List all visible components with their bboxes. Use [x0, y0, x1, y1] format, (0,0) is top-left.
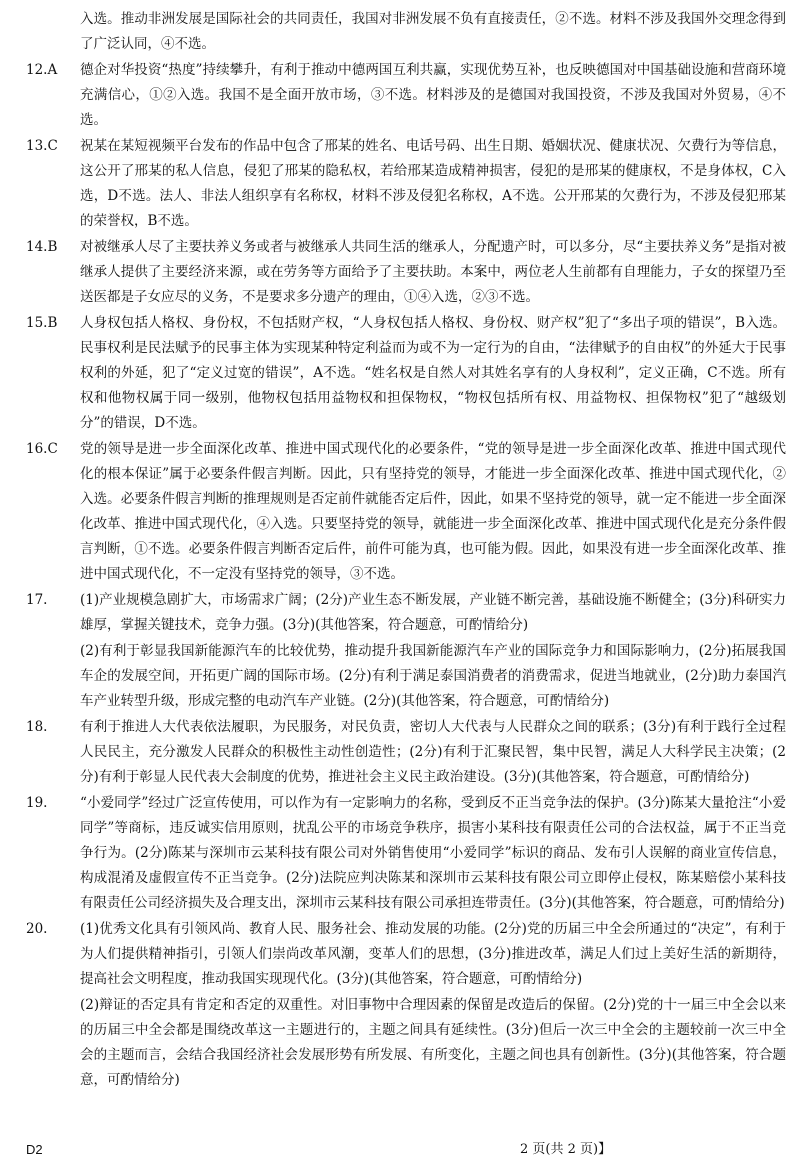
item-number: 13.C: [26, 138, 58, 154]
answer-item: [26, 7, 786, 57]
footer-code: D2: [26, 1142, 43, 1157]
item-number: 15.B: [26, 315, 58, 331]
item-text: 人身权包括人格权、身份权，不包括财产权，“人身权包括人格权、身份权、财产权”犯了“多出子项的错误”，B入选。民事权利是民法赋予的民事主体为实现某种特定利益而为或不为一定行为的自由，“法律赋予的自由权”的外延大于民事权利的外延，犯了“定义过宽的错误”，A不选。“姓名权是自然人对其姓名享有的人身权利”，定义正确，C不选。所有权和他物权属于同一级别，他物权包括用益物权和担保物权，“物权包括所有权、用益物权、担保物权”犯了“越级划分”的错误，D不选。: [80, 315, 786, 431]
item-text: (1)产业规模急剧扩大，市场需求广阔；(2分)产业生态不断发展，产业链不断完善，基础设施不断健全；(3分)科研实力雄厚，掌握关键技术，竞争力强。(3分)(其他答案，符合题意，可酌情给分): [80, 592, 786, 633]
answer-item: [26, 715, 786, 790]
item-number: 14.B: [26, 239, 58, 255]
item-number: 12.A: [26, 62, 58, 78]
item-number: [26, 639, 80, 714]
item-text: 祝某在某短视频平台发布的作品中包含了邢某的姓名、电话号码、出生日期、婚姻状况、健康状况、欠费行为等信息，这公开了邢某的私人信息，侵犯了邢某的隐私权，若给邢某造成精神损害，侵犯的是邢某的健康权，不是身体权，C入选，D不选。法人、非法人组织享有名称权，材料不涉及侵犯名称权，A不选。公开邢某的欠费行为，不涉及侵犯邢某的荣誉权，B不选。: [80, 138, 786, 229]
item-number: 19.: [26, 795, 48, 811]
item-number: 16.C: [26, 441, 58, 457]
answer-item: [26, 588, 786, 638]
answer-item: [26, 993, 786, 1093]
answer-item: [26, 58, 786, 133]
footer-page-number: 2 页(共 2 页)】: [520, 1142, 612, 1157]
answer-item: [26, 311, 786, 436]
answer-item: [26, 791, 786, 916]
item-text: 有利于推进人大代表依法履职，为民服务，对民负责，密切人大代表与人民群众之间的联系；(3分)有利于践行全过程人民民主，充分激发人民群众的积极性主动性创造性；(2分)有利于汇聚民智，集中民智，满足人大科学民主决策；(2分)有利于彰显人民代表大会制度的优势，推进社会主义民主政治建设。(3分)(其他答案，符合题意，可酌情给分): [80, 719, 786, 785]
item-number: 17.: [26, 592, 48, 608]
item-number: [26, 993, 80, 1093]
answer-item: [26, 917, 786, 992]
answer-item: [26, 134, 786, 234]
answer-content: [26, 7, 786, 1094]
answer-item: [26, 437, 786, 587]
answer-item: [26, 639, 786, 714]
item-number: 20.: [26, 921, 48, 937]
item-text: (2)辩证的否定具有肯定和否定的双重性。对旧事物中合理因素的保留是改造后的保留。(2分)党的十一届三中全会以来的历届三中全会都是围绕改革这一主题进行的，主题之间具有延续性。(3分)但后一次三中全会的主题较前一次三中全会的主题而言，会结合我国经济社会发展形势有所发展、有所变化，主题之间也具有创新性。(3分)(其他答案，符合题意，可酌情给分): [80, 997, 786, 1088]
item-text: 党的领导是进一步全面深化改革、推进中国式现代化的必要条件，“党的领导是进一步全面深化改革、推进中国式现代化的根本保证”属于必要条件假言判断。因此，只有坚持党的领导，才能进一步全面深化改革、推进中国式现代化，②入选。必要条件假言判断的推理规则是否定前件就能否定后件，因此，如果不坚持党的领导，就一定不能进一步全面深化改革、推进中国式现代化，④入选。只要坚持党的领导，就能进一步全面深化改革、推进中国式现代化是充分条件假言判断，①不选。必要条件假言判断否定后件，前件可能为真，也可能为假。因此，如果没有进一步全面深化改革、推进中国式现代化，不一定没有坚持党的领导，③不选。: [80, 441, 786, 582]
item-text: “小爱同学”经过广泛宣传使用，可以作为有一定影响力的名称，受到反不正当竞争法的保护。(3分)陈某大量抢注“小爱同学”等商标，违反诚实信用原则，扰乱公平的市场竞争秩序，损害小某科技有限责任公司的合法权益，属于不正当竞争行为。(2分)陈某与深圳市云某科技有限公司对外销售使用“小爱同学”标识的商品、发布引人误解的商业宣传信息，构成混淆及虚假宣传不正当竞争。(2分)法院应判决陈某和深圳市云某科技有限公司立即停止侵权，陈某赔偿小某科技有限责任公司经济损失及合理支出，深圳市云某科技有限公司承担连带责任。(3分)(其他答案，符合题意，可酌情给分): [80, 795, 786, 911]
item-text: 对被继承人尽了主要扶养义务或者与被继承人共同生活的继承人，分配遗产时，可以多分，尽“主要扶养义务”是指对被继承人提供了主要经济来源，或在劳务等方面给予了主要扶助。本案中，两位老人生前都有自理能力，子女的探望乃至送医都是子女应尽的义务，不是要求多分遗产的理由，①④入选，②③不选。: [80, 239, 786, 305]
answer-item: [26, 235, 786, 310]
item-text: (2)有利于彰显我国新能源汽车的比较优势，推动提升我国新能源汽车产业的国际竞争力和国际影响力，(2分)拓展我国车企的发展空间，开拓更广阔的国际市场。(2分)有利于满足泰国消费者的消费需求，促进当地就业，(2分)助力泰国汽车产业转型升级，形成完整的电动汽车产业链。(2分)(其他答案，符合题意，可酌情给分): [80, 643, 786, 709]
item-text: 德企对华投资“热度”持续攀升，有利于推动中德两国互利共赢，实现优势互补，也反映德国对中国基础设施和营商环境充满信心，①②入选。我国不是全面开放市场，③不选。材料涉及的是德国对我国投资，不涉及我国对外贸易，④不选。: [80, 62, 786, 128]
item-text: (1)优秀文化具有引领风尚、教育人民、服务社会、推动发展的功能。(2分)党的历届三中全会所通过的“决定”，有利于为人们提供精神指引，引领人们崇尚改革风潮，变革人们的思想，(3分)推进改革，满足人们过上美好生活的新期待，提高社会文明程度，推动我国实现现代化。(3分)(其他答案，符合题意，可酌情给分): [80, 921, 786, 987]
item-text: 入选。推动非洲发展是国际社会的共同责任，我国对非洲发展不负有直接责任，②不选。材料不涉及我国外交理念得到了广泛认同，④不选。: [80, 11, 786, 52]
item-number: 18.: [26, 719, 48, 735]
